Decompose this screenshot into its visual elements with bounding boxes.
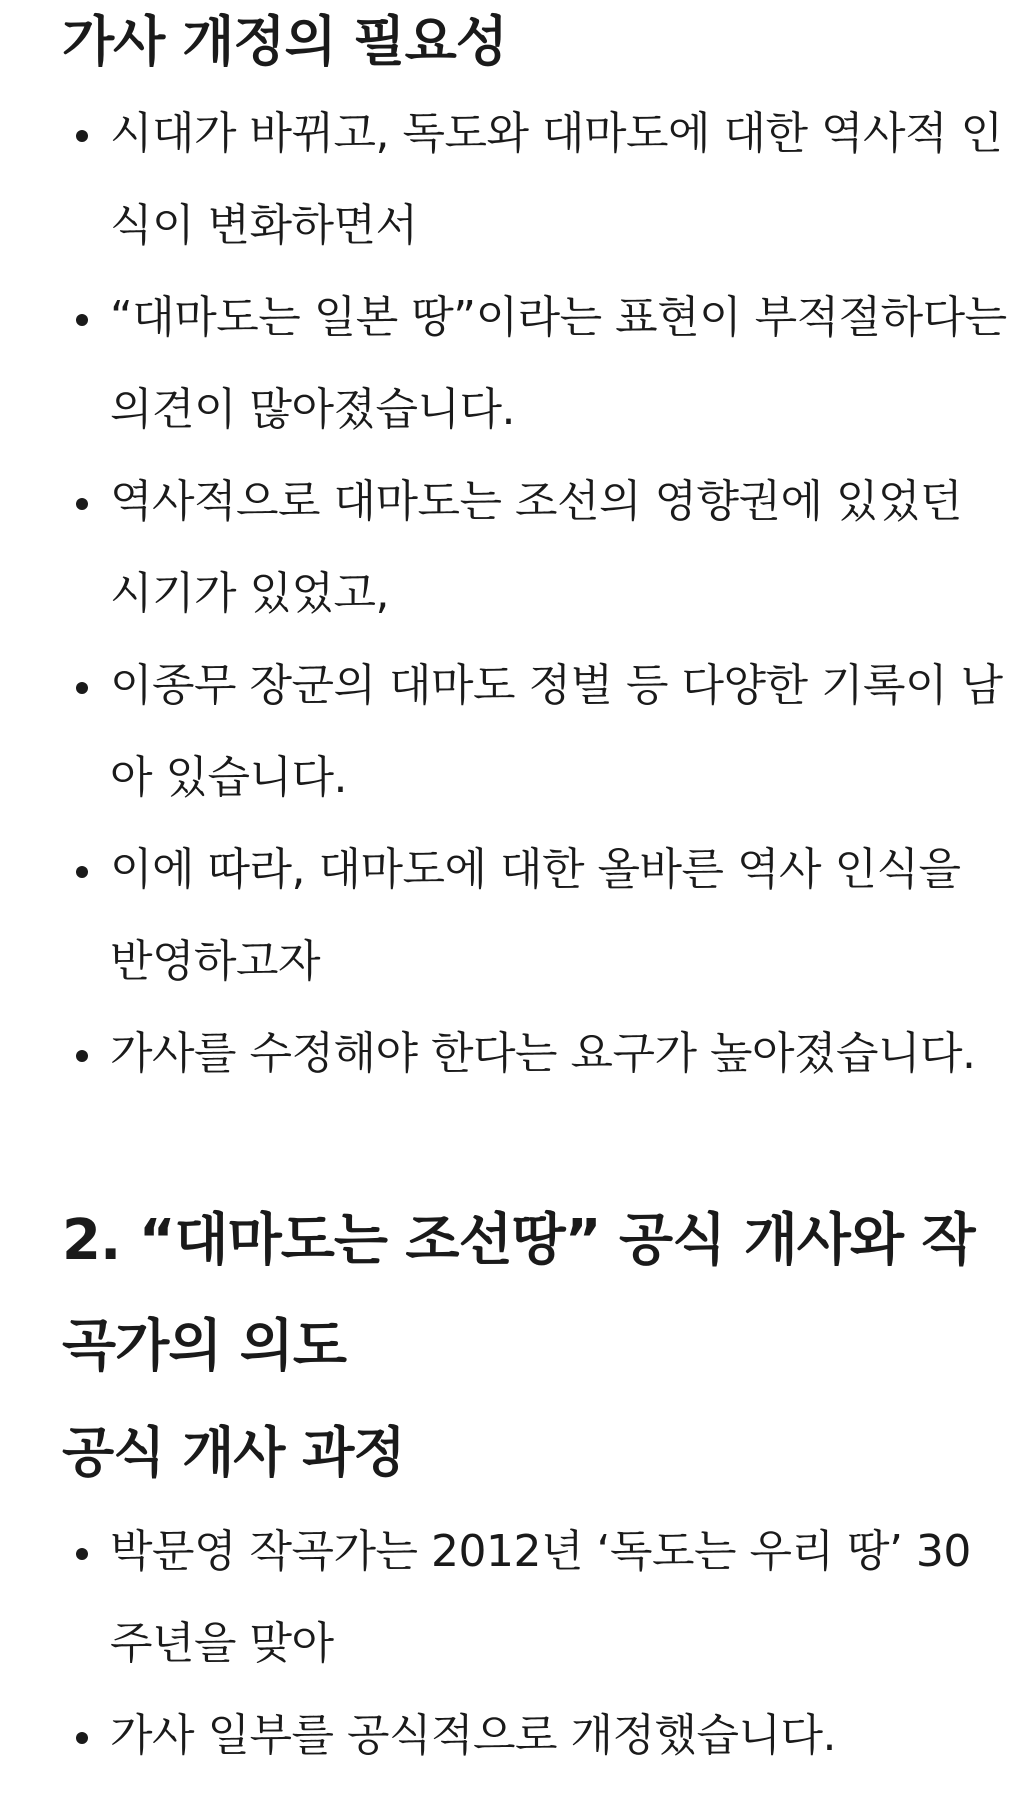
subheading-revision-process: 공식 개사 과정 [62,1421,405,1484]
bullet-icon [76,682,88,694]
list-item-text: 역사적으로 대마도는 조선의 영향권에 있었던 시기가 있었고, [110,476,963,619]
bullet-icon [76,1732,88,1744]
list-item [62,1506,1012,1690]
bullet-icon [76,1050,88,1062]
bullet-list-revision-process [62,1506,1012,1782]
list-item [62,272,1012,456]
bullet-icon [76,498,88,510]
list-item-text: 이에 따라, 대마도에 대한 올바른 역사 인식을 반영하고자 [110,844,961,987]
list-item-text: 가사를 수정해야 한다는 요구가 높아졌습니다. [110,1028,976,1079]
bullet-icon [76,130,88,142]
bullet-list-revision-reasons [62,88,1012,1100]
list-item [62,1008,1012,1100]
list-item-text: 가사 일부를 공식적으로 개정했습니다. [110,1710,837,1761]
section-heading-official-revision: 2. “대마도는 조선땅” 공식 개사와 작곡가의 의도 [62,1208,975,1379]
list-item [62,824,1012,1008]
bullet-icon [76,866,88,878]
list-item [62,88,1012,272]
list-item [62,640,1012,824]
list-item [62,1690,1012,1782]
list-item [62,456,1012,640]
list-item-text: 박문영 작곡가는 2012년 ‘독도는 우리 땅’ 30주년을 맞아 [110,1526,971,1669]
section-heading-lyrics-revision-need: 가사 개정의 필요성 [62,10,507,73]
list-item-text: 이종무 장군의 대마도 정벌 등 다양한 기록이 남아 있습니다. [110,660,1003,803]
list-item-text: “대마도는 일본 땅”이라는 표현이 부적절하다는 의견이 많아졌습니다. [110,292,1007,435]
bullet-icon [76,314,88,326]
bullet-icon [76,1548,88,1560]
list-item-text: 시대가 바뀌고, 독도와 대마도에 대한 역사적 인식이 변화하면서 [110,108,1003,251]
